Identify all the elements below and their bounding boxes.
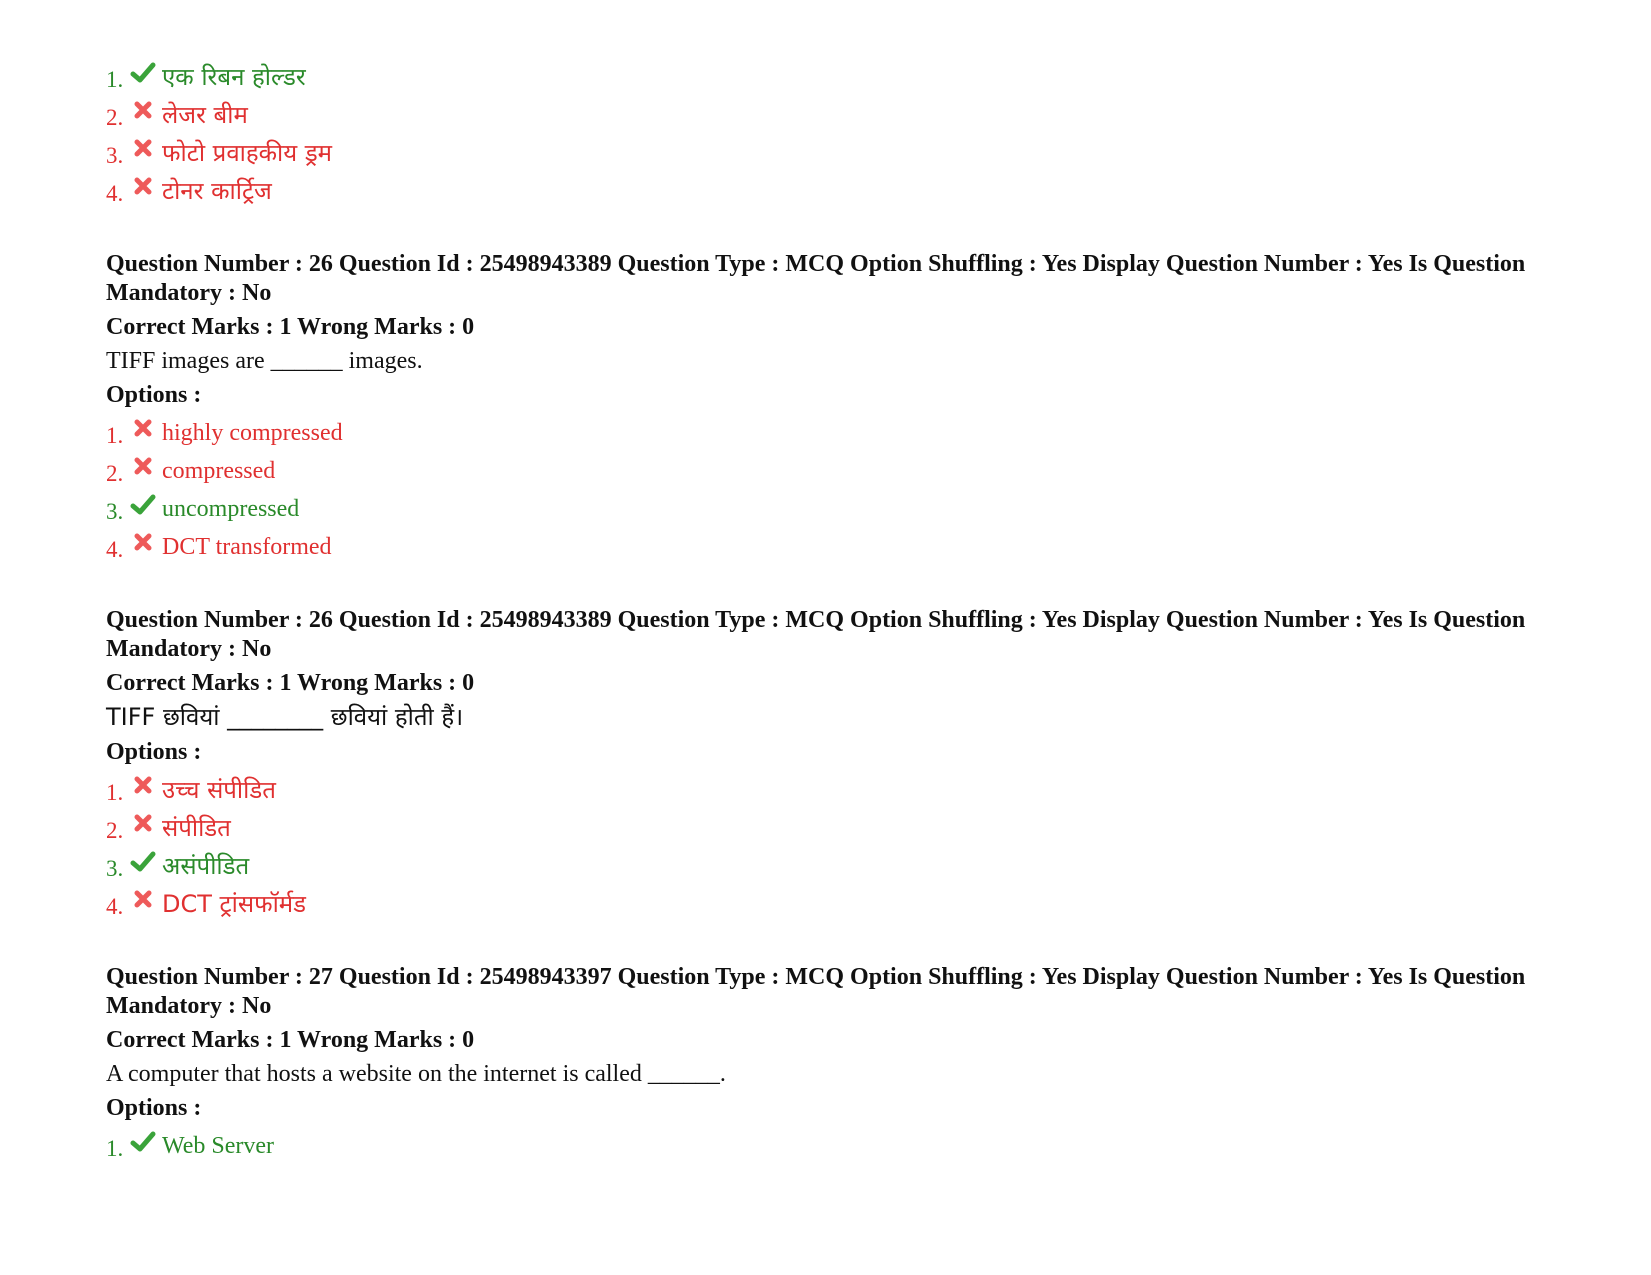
option-item [106, 528, 1556, 566]
options-label: Options : [106, 1095, 202, 1121]
option-number: 3. [106, 143, 124, 168]
option-item [106, 58, 1556, 96]
check-icon [130, 492, 156, 518]
question-text-content: TIFF छवियां ________ छवियां होती हैं। [106, 703, 464, 731]
cross-icon [130, 454, 156, 480]
options-list [106, 1127, 1556, 1165]
question-header: Question Number : 26 Question Id : 25498943389 Question Type : MCQ Option Shuffling : Yes Display Question Number : Yes Is Question Mandatory : No [106, 607, 1526, 662]
question-header: Question Number : 26 Question Id : 25498943389 Question Type : MCQ Option Shuffling : Yes Display Question Number : Yes Is Question Mandatory : No [106, 251, 1526, 306]
option-text: Web Server [162, 1133, 275, 1159]
cross-icon [130, 174, 156, 200]
option-text: उच्च संपीडित [162, 776, 276, 804]
option-number: 1. [106, 67, 124, 92]
option-number: 4. [106, 537, 124, 562]
option-number: 1. [106, 1136, 124, 1161]
option-item [106, 1127, 1556, 1165]
options-list-top [106, 58, 1556, 210]
option-item [106, 847, 1556, 885]
option-text: highly compressed [162, 420, 343, 446]
question-text [106, 700, 1556, 735]
options-list [106, 414, 1556, 566]
option-text: संपीडित [162, 814, 231, 842]
option-text: एक रिबन होल्डर [162, 63, 306, 91]
question-block [106, 963, 1556, 1165]
option-text: असंपीडित [162, 852, 250, 880]
option-item [106, 134, 1556, 172]
check-icon [130, 1129, 156, 1155]
option-number: 2. [106, 818, 124, 843]
option-item [106, 414, 1556, 452]
question-block [106, 250, 1556, 566]
check-icon [130, 60, 156, 86]
cross-icon [130, 773, 156, 799]
option-number: 4. [106, 894, 124, 919]
cross-icon [130, 416, 156, 442]
cross-icon [130, 98, 156, 124]
question-marks: Correct Marks : 1 Wrong Marks : 0 [106, 1027, 475, 1053]
option-item [106, 885, 1556, 923]
document-page [106, 58, 1556, 1165]
question-header: Question Number : 27 Question Id : 25498943397 Question Type : MCQ Option Shuffling : Yes Display Question Number : Yes Is Question Mandatory : No [106, 964, 1526, 1019]
option-number: 3. [106, 499, 124, 524]
option-item [106, 771, 1556, 809]
option-number: 1. [106, 780, 124, 805]
option-number: 1. [106, 423, 124, 448]
question-block [106, 606, 1556, 923]
question-text: A computer that hosts a website on the internet is called ______. [106, 1061, 726, 1087]
options-label: Options : [106, 382, 202, 408]
option-item [106, 96, 1556, 134]
option-text: फोटो प्रवाहकीय ड्रम [162, 139, 333, 167]
option-text: DCT transformed [162, 534, 332, 560]
option-item [106, 490, 1556, 528]
question-text: TIFF images are ______ images. [106, 348, 423, 374]
option-item [106, 172, 1556, 210]
option-number: 3. [106, 856, 124, 881]
cross-icon [130, 530, 156, 556]
cross-icon [130, 136, 156, 162]
option-text: टोनर कार्ट्रिज [162, 177, 272, 205]
question-marks: Correct Marks : 1 Wrong Marks : 0 [106, 670, 475, 696]
cross-icon [130, 887, 156, 913]
option-text: uncompressed [162, 496, 300, 522]
option-number: 4. [106, 181, 124, 206]
option-number: 2. [106, 105, 124, 130]
option-text: compressed [162, 458, 276, 484]
cross-icon [130, 811, 156, 837]
option-item [106, 452, 1556, 490]
option-number: 2. [106, 461, 124, 486]
question-marks: Correct Marks : 1 Wrong Marks : 0 [106, 314, 475, 340]
options-list [106, 771, 1556, 923]
option-text: लेजर बीम [162, 101, 248, 129]
check-icon [130, 849, 156, 875]
options-label: Options : [106, 739, 202, 765]
option-item [106, 809, 1556, 847]
option-text: DCT ट्रांसफॉर्मड [162, 890, 306, 918]
